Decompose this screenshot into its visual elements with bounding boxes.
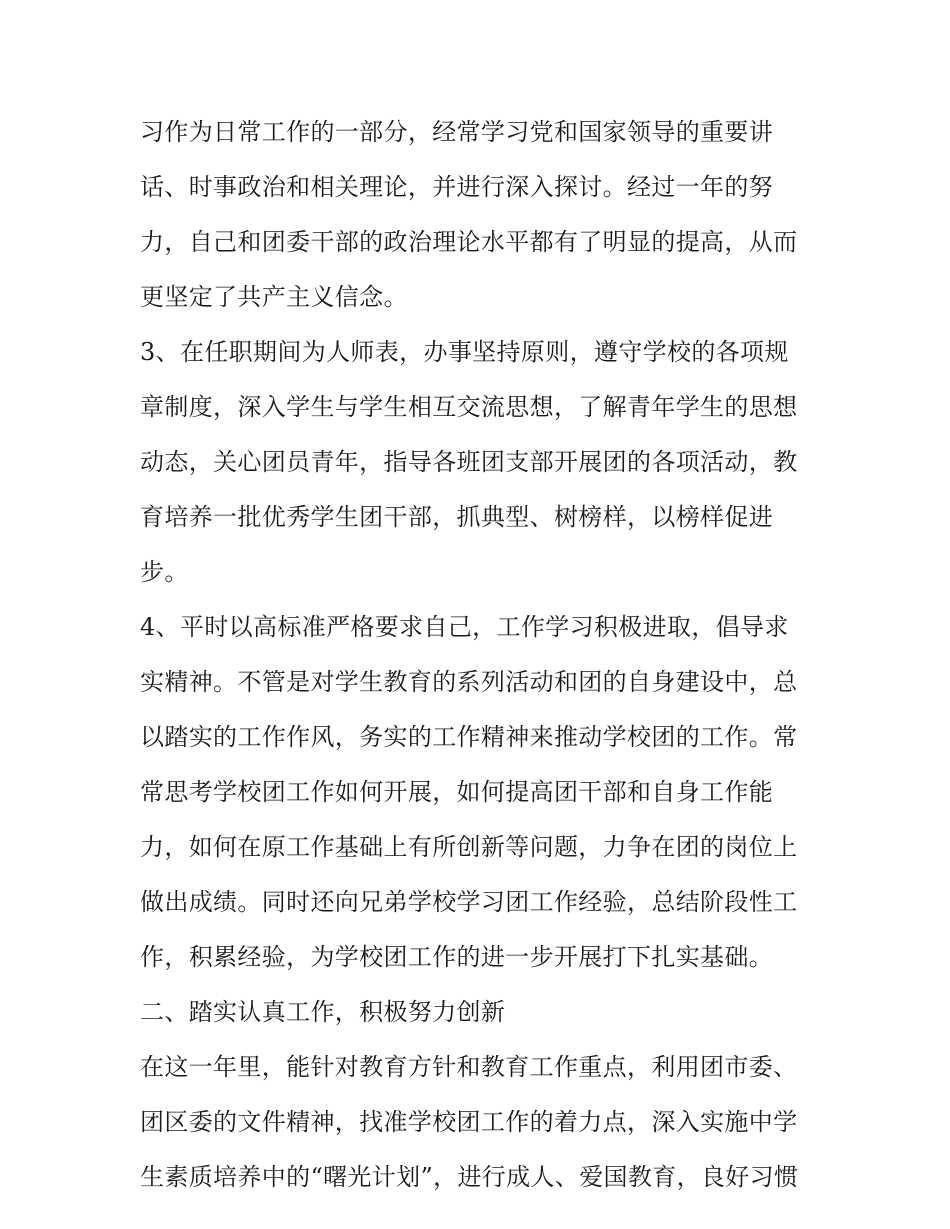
body-text-line: 在这一年里，能针对教育方针和教育工作重点，利用团市委、 [140, 1053, 798, 1081]
body-text-line: 作，积累经验，为学校团工作的进一步开展打下扎实基础。 [140, 943, 774, 971]
body-text-line: 习作为日常工作的一部分，经常学习党和国家领导的重要讲 [140, 118, 774, 146]
body-text-line: 话、时事政治和相关理论，并进行深入探讨。经过一年的努 [140, 173, 774, 201]
body-text-line: 更坚定了共产主义信念。 [140, 283, 408, 311]
body-text-line: 做出成绩。同时还向兄弟学校学习团工作经验，总结阶段性工 [140, 888, 798, 916]
section-heading: 二、踏实认真工作，积极努力创新 [140, 998, 506, 1026]
body-text-line: 力，自己和团委干部的政治理论水平都有了明显的提高，从而 [140, 228, 798, 256]
body-text-line: 生素质培养中的“曙光计划”，进行成人、爱国教育，良好习惯 [140, 1163, 799, 1191]
body-text-line: 团区委的文件精神，找准学校团工作的着力点，深入实施中学 [140, 1108, 798, 1136]
body-text-line: 实精神。不管是对学生教育的系列活动和团的自身建设中，总 [140, 668, 798, 696]
body-text-line: 以踏实的工作作风，务实的工作精神来推动学校团的工作。常 [140, 723, 798, 751]
body-text-line: 动态，关心团员青年，指导各班团支部开展团的各项活动，教 [140, 448, 798, 476]
body-text-line: 步。 [140, 558, 189, 586]
item-3-line: 3、在任职期间为人师表，办事坚持原则，遵守学校的各项规 [140, 338, 789, 366]
body-text-line: 力，如何在原工作基础上有所创新等问题，力争在团的岗位上 [140, 833, 798, 861]
body-text-line: 章制度，深入学生与学生相互交流思想，了解青年学生的思想 [140, 393, 798, 421]
body-text-line: 常思考学校团工作如何开展，如何提高团干部和自身工作能 [140, 778, 774, 806]
item-4-line: 4、平时以高标准严格要求自己，工作学习积极进取，倡导求 [140, 613, 789, 641]
body-text-line: 育培养一批优秀学生团干部，抓典型、树榜样，以榜样促进 [140, 503, 774, 531]
